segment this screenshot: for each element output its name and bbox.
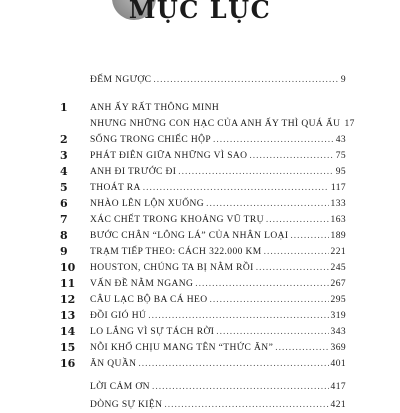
dot-leader: [153, 72, 338, 88]
dot-leader: [210, 292, 329, 308]
page-number: 267: [330, 279, 346, 289]
chapter-number: 5: [60, 181, 68, 194]
chapter-number: 11: [60, 277, 76, 290]
toc-entry-chapter: [90, 276, 346, 292]
dot-leader: [206, 196, 328, 212]
dot-leader: [178, 164, 333, 180]
entry-title: DÒNG SỰ KIỆN: [90, 400, 163, 410]
chapter-number: 7: [60, 213, 68, 226]
page-number: 43: [335, 135, 346, 145]
chapter-number: 10: [60, 261, 76, 274]
entry-title: ĐỒI GIÓ HÚ: [90, 311, 147, 321]
entry-title: ĂN QUẦN: [90, 359, 137, 369]
toc-entry-chapter: [90, 356, 346, 372]
entry-title: HOUSTON, CHÚNG TA BỊ NẰM RỒI: [90, 263, 254, 273]
chapter-number: 12: [60, 293, 76, 306]
chapter-number: 15: [60, 341, 76, 354]
entry-title: SỐNG TRONG CHIẾC HỘP: [90, 135, 212, 145]
toc-entry-chapter: [90, 228, 346, 244]
toc-entry-back-matter: [90, 397, 346, 413]
page-number: 75: [335, 151, 346, 161]
entry-title: ANH ẤY RẤT THÔNG MINH: [90, 103, 220, 113]
page-number: 245: [330, 263, 346, 273]
toc-entry-chapter: [90, 340, 346, 356]
entry-title: NHƯNG NHỮNG CON HẠC CỦA ANH ẤY THÌ QUÁ ẨU: [90, 119, 341, 129]
entry-title: TRẠM TIẾP THEO: CÁCH 322.000 KM: [90, 247, 262, 257]
chapter-number: 3: [60, 149, 68, 162]
entry-title: VẤN ĐỀ NẰM NGANG: [90, 279, 194, 289]
toc-entry-chapter-title-line: [90, 100, 346, 116]
chapter-number: 9: [60, 245, 68, 258]
page-number: 133: [330, 199, 346, 209]
entry-title: PHÁT ĐIÊN GIỮA NHỮNG VÌ SAO: [90, 151, 248, 161]
page-number: 417: [330, 382, 346, 392]
entry-title: CÂU LẠC BỘ BA CÁ HEO: [90, 295, 208, 305]
page-number: 17: [344, 119, 355, 129]
page-number: 319: [330, 311, 346, 321]
page-number: 221: [330, 247, 346, 257]
page-number: 295: [330, 295, 346, 305]
dot-leader: [195, 276, 328, 292]
entry-title: ANH ĐI TRƯỚC ĐI: [90, 167, 177, 177]
page-number: 343: [330, 327, 346, 337]
entry-title: LO LẮNG VÌ SỰ TÁCH RỜI: [90, 327, 215, 337]
toc-entry-chapter: [90, 148, 346, 164]
page-number: 163: [330, 215, 346, 225]
dot-leader: [148, 308, 328, 324]
page-number: 189: [330, 231, 346, 241]
dot-leader: [266, 212, 329, 228]
entry-title: THOÁT RA: [90, 183, 141, 193]
chapter-number: 6: [60, 197, 68, 210]
dot-leader: [275, 340, 328, 356]
chapter-number: 14: [60, 325, 76, 338]
dot-leader: [152, 379, 329, 395]
toc-entry-back-matter: [90, 379, 346, 395]
dot-leader: [164, 397, 328, 413]
toc-entry-chapter: [90, 164, 346, 180]
entry-title: ĐẾM NGƯỢC: [90, 75, 152, 85]
dot-leader: [256, 260, 329, 276]
chapter-number: 4: [60, 165, 68, 178]
chapter-number: 2: [60, 133, 68, 146]
entry-title: XÁC CHẾT TRONG KHOẢNG VŨ TRỤ: [90, 215, 264, 225]
dot-leader: [290, 228, 328, 244]
page-number: 421: [330, 400, 346, 410]
toc-entry-chapter: [90, 196, 346, 212]
chapter-number: 8: [60, 229, 68, 242]
dot-leader: [213, 132, 334, 148]
toc-entry-chapter: [90, 324, 346, 340]
toc-entry-chapter: [90, 308, 346, 324]
entry-title: NỖI KHỔ CHỊU MANG TÊN “THỨC ĂN”: [90, 343, 274, 353]
dot-leader: [249, 148, 333, 164]
chapter-number: 16: [60, 357, 76, 370]
page-number: 401: [330, 359, 346, 369]
dot-leader: [264, 244, 329, 260]
toc-entry-prologue: [90, 72, 346, 88]
toc-entry-chapter: [90, 132, 346, 148]
dot-leader: [143, 180, 329, 196]
page-number: 9: [340, 75, 346, 85]
chapter-number: 13: [60, 309, 76, 322]
entry-title: NHÀO LÊN LỘN XUỐNG: [90, 199, 205, 209]
chapter-number: 1: [60, 101, 68, 114]
dot-leader: [138, 356, 328, 372]
toc-entry-chapter: [90, 116, 355, 132]
toc-entry-chapter: [90, 244, 346, 260]
dot-leader: [216, 324, 328, 340]
page-number: 369: [330, 343, 346, 353]
entry-title: BƯỚC CHÂN “LÔNG LÁ” CỦA NHÂN LOẠI: [90, 231, 289, 241]
toc-entry-chapter: [90, 180, 346, 196]
toc-entry-chapter: [90, 292, 346, 308]
page-title: MỤC LỤC: [128, 0, 272, 24]
toc-entry-chapter: [90, 260, 346, 276]
entry-title: LỜI CẢM ƠN: [90, 382, 150, 392]
toc-entry-chapter: [90, 212, 346, 228]
page-number: 95: [335, 167, 346, 177]
page-number: 117: [330, 183, 346, 193]
